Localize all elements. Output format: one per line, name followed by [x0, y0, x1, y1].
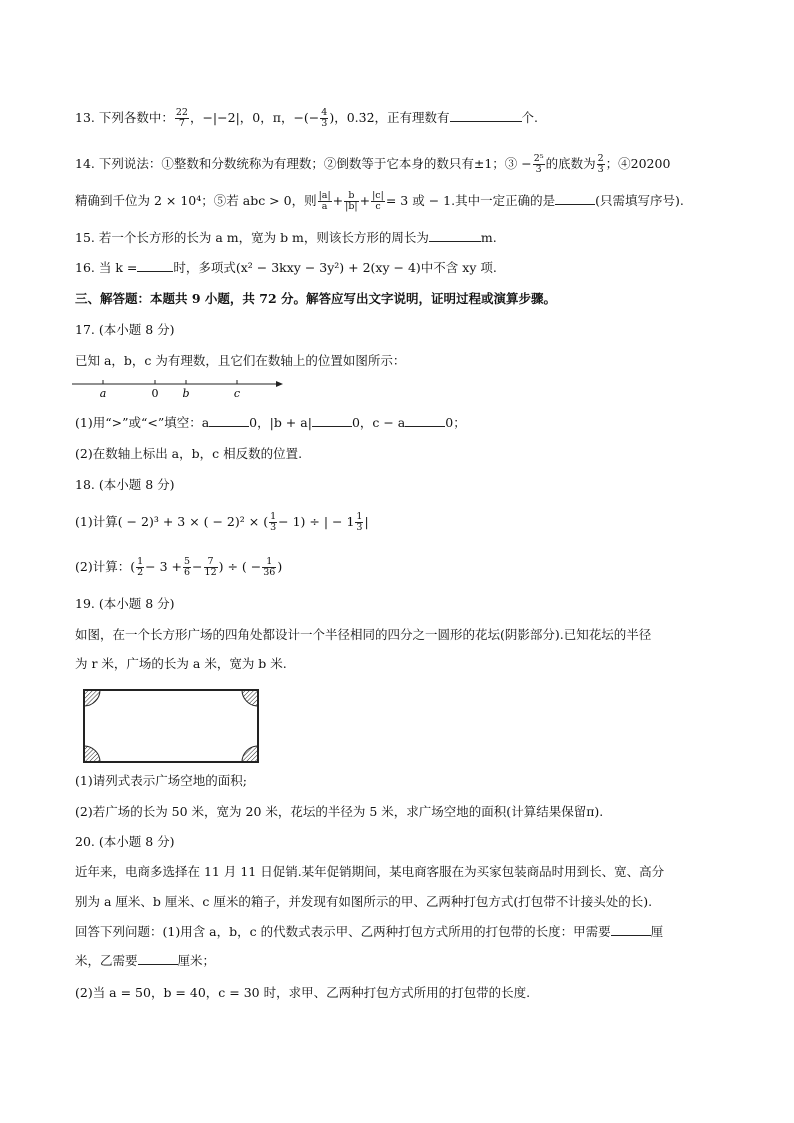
question-18-part-1: (1)计算( − 2)³ + 3 × ( − 2)² × ( $\frac{1}{3}$ − 1) ÷ | − 1 $\frac{1}{3}$ |	[75, 511, 369, 533]
answer-blank-15[interactable]	[429, 231, 481, 242]
question-19-part-1: (1)请列式表示广场空地的面积;	[75, 773, 247, 788]
fraction-abs-c: $\frac{|c|}{c}$	[372, 190, 384, 212]
answer-blank-17-2[interactable]	[312, 416, 352, 427]
fraction-22-7: $\frac{22}{7}$	[175, 107, 188, 129]
flowerbed-top-right	[242, 690, 258, 706]
answer-blank-20-2[interactable]	[138, 954, 178, 965]
label-b: b	[182, 387, 190, 400]
answer-blank-16[interactable]	[137, 261, 173, 272]
answer-blank-17-3[interactable]	[405, 416, 445, 427]
question-20-part-2: (2)当 a = 50，b = 40，c = 30 时，求甲、乙两种打包方式所用的打包带的长度.	[75, 985, 531, 1000]
fraction-2-3: $\frac{2}{3}$	[597, 153, 604, 175]
question-17-part-2: (2)在数轴上标出 a，b，c 相反数的位置.	[75, 446, 303, 461]
label-c: c	[233, 387, 241, 400]
question-14-line-1: 14. 下列说法：①整数和分数统称为有理数；②倒数等于它本身的数只有±1；③ − $\frac{\text{2⁵}}{3}$ 的底数为 $\frac{2}{3}$ ；④20200	[75, 153, 671, 175]
question-17-part-1: (1)用“>”或“<”填空：a 0，|b + a| 0，c − a 0；	[75, 415, 466, 430]
fraction-7-12: $\frac{7}{12}$	[204, 556, 217, 578]
answer-blank-13[interactable]	[450, 111, 522, 122]
fraction-1-3-b: $\frac{1}{3}$	[356, 511, 363, 533]
answer-blank-20-1[interactable]	[611, 925, 651, 936]
label-a: a	[99, 387, 107, 400]
answer-blank-14[interactable]	[555, 194, 595, 205]
question-19-line-2: 为 r 米，广场的长为 a 米，宽为 b 米.	[75, 656, 287, 671]
question-20-line-3: 回答下列问题：(1)用含 a，b，c 的代数式表示甲、乙两种打包方式所用的打包带的长度：甲需要 厘	[75, 924, 664, 939]
flowerbed-top-left	[84, 690, 100, 706]
question-20-line-1: 近年来，电商多选择在 11 月 11 日促销.某年促销期间，某电商客服在为买家包装商品时用到长、宽、高分	[75, 864, 665, 879]
number-line-figure	[70, 375, 285, 405]
question-16: 16. 当 k = 时，多项式(x² − 3kxy − 3y²) + 2(xy − 4)中不含 xy 项.	[75, 260, 497, 275]
section-3-heading: 三、解答题：本题共 9 小题，共 72 分。解答应写出文字说明，证明过程或演算步骤。	[75, 291, 557, 306]
flowerbed-bottom-left	[84, 746, 100, 762]
fraction-1-36: $\frac{1}{36}$	[263, 556, 276, 578]
answer-blank-17-1[interactable]	[209, 416, 249, 427]
question-19-line-1: 如图，在一个长方形广场的四角处都设计一个半径相同的四分之一圆形的花坛(阴影部分).已知花坛的半径	[75, 627, 652, 642]
fraction-2pow5-3: $\frac{\text{2⁵}}{3}$	[533, 153, 544, 175]
square-plaza-figure	[82, 688, 262, 764]
number-line-arrow	[276, 381, 283, 387]
question-19-part-2: (2)若广场的长为 50 米，宽为 20 米，花坛的半径为 5 米，求广场空地的面积(计算结果保留π).	[75, 804, 604, 819]
question-13: 13. 下列各数中： $\frac{22}{7}$ ，−|−2|，0，π，−(− $\frac{4}{3}$ )，0.3̇2̇，正有理数有 个.	[75, 107, 539, 129]
fraction-abs-a: $\frac{|a|}{a}$	[318, 190, 331, 212]
question-17-intro: 已知 a，b，c 为有理数，且它们在数轴上的位置如图所示：	[75, 353, 406, 368]
fraction-b-abs-b: $\frac{b}{|b|}$	[345, 190, 358, 212]
fraction-1-2: $\frac{1}{2}$	[137, 556, 144, 578]
question-19-head: 19. (本小题 8 分)	[75, 596, 175, 611]
flowerbed-bottom-right	[242, 746, 258, 762]
question-18-head: 18. (本小题 8 分)	[75, 477, 175, 492]
label-zero: 0	[151, 387, 159, 400]
question-15: 15. 若一个长方形的长为 a m，宽为 b m，则该长方形的周长为 m.	[75, 230, 497, 245]
fraction-1-3-a: $\frac{1}{3}$	[270, 511, 277, 533]
question-18-part-2: (2)计算：( $\frac{1}{2}$ − 3 + $\frac{5}{6}$ − $\frac{7}{12}$ ) ÷ ( − $\frac{1}{36}$ )	[75, 556, 283, 578]
question-20-line-2: 别为 a 厘米、b 厘米、c 厘米的箱子，并发现有如图所示的甲、乙两种打包方式(打包带不计接头处的长).	[75, 894, 653, 909]
plaza-rectangle	[84, 690, 258, 762]
question-14-line-2: 精确到千位为 2 × 10⁴；⑤若 abc > 0，则 $\frac{|a|}{a}$ + $\frac{b}{|b|}$ + $\frac{|c|}{c}$ = 3 或 − 1.其中一定正确的是 (只需填写序号).	[75, 190, 684, 212]
question-20-line-4: 米，乙需要 厘米；	[75, 953, 216, 968]
fraction-4-3: $\frac{4}{3}$	[321, 107, 328, 129]
question-20-head: 20. (本小题 8 分)	[75, 834, 175, 849]
question-17-head: 17. (本小题 8 分)	[75, 322, 175, 337]
fraction-5-6: $\frac{5}{6}$	[184, 556, 191, 578]
